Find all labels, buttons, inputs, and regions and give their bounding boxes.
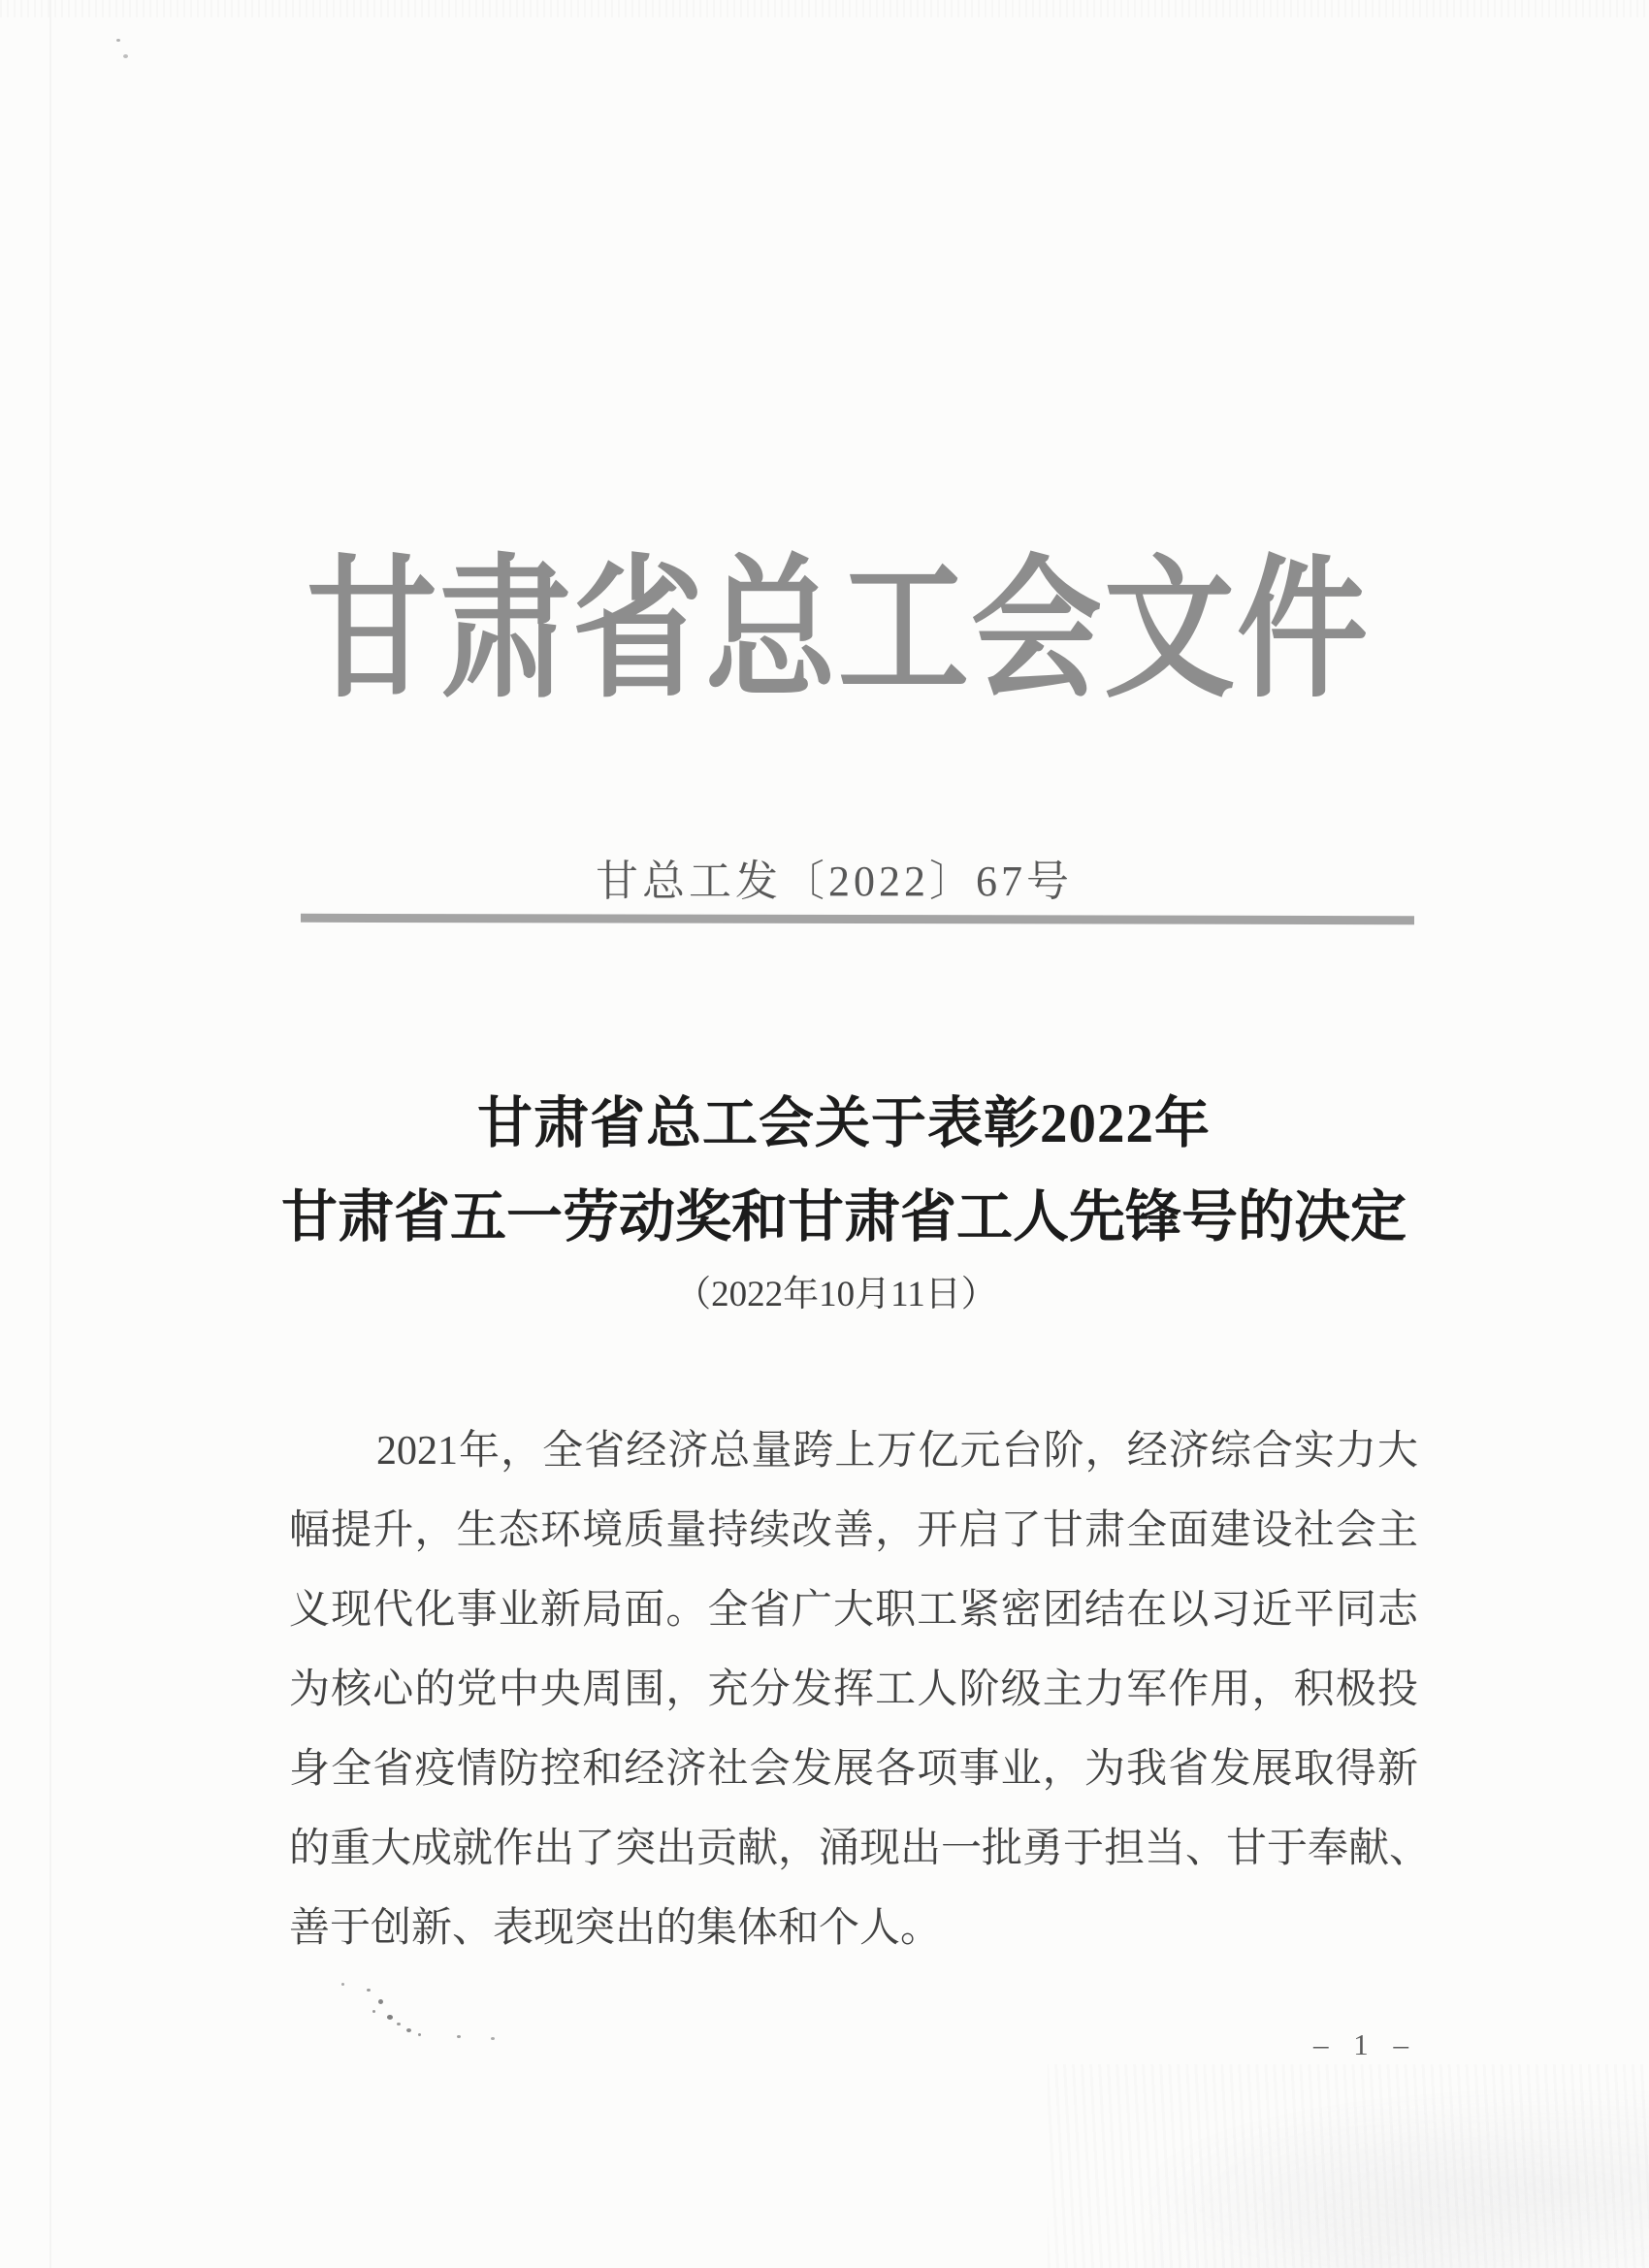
scan-noise-top-edge (0, 0, 1649, 17)
document-title-line-2: 甘肃省五一劳动奖和甘肃省工人先锋号的决定 (280, 1185, 1406, 1248)
scan-speckle (406, 2028, 411, 2032)
scan-noise-bottom-right (1048, 2064, 1649, 2268)
scan-speckle (387, 2015, 393, 2020)
scan-speckle (491, 2037, 495, 2040)
scan-speckle (367, 1989, 371, 1992)
document-title-line-1: 甘肃省总工会关于表彰2022年 (477, 1093, 1211, 1154)
letterhead-rule (301, 914, 1414, 924)
body-line: 义现代化事业新局面。全省广大职工紧密团结在以习近平同志 (289, 1588, 1418, 1633)
document-date: （2022年10月11日） (675, 1275, 997, 1314)
body-line: 幅提升，生态环境质量持续改善，开启了甘肃全面建设社会主 (289, 1508, 1418, 1553)
scan-speckle (378, 1999, 383, 2004)
scan-speckle (418, 2033, 421, 2036)
body-line: 的重大成就作出了突出贡献，涌现出一批勇于担当、甘于奉献、 (289, 1827, 1431, 1871)
body-paragraph (289, 1411, 1431, 1968)
scan-speckle (341, 1983, 344, 1986)
scan-speckle (397, 2023, 401, 2025)
scan-speckle (123, 54, 128, 58)
scan-speckle (457, 2035, 461, 2038)
body-line: 为核心的党中央周围，充分发挥工人阶级主力军作用，积极投 (289, 1668, 1418, 1712)
document-number: 甘总工发〔2022〕67号 (596, 858, 1073, 905)
scan-speckle (116, 39, 120, 42)
page-number: – 1 – (1313, 2027, 1417, 2061)
body-line: 善于创新、表现突出的集体和个人。 (289, 1906, 942, 1951)
body-line: 2021年，全省经济总量跨上万亿元台阶，经济综合实力大 (376, 1429, 1418, 1474)
scan-speckle (372, 2010, 375, 2013)
letterhead-title: 甘肃省总工会文件 (307, 547, 1370, 717)
body-line: 身全省疫情防控和经济社会发展各项事业，为我省发展取得新 (289, 1747, 1418, 1792)
